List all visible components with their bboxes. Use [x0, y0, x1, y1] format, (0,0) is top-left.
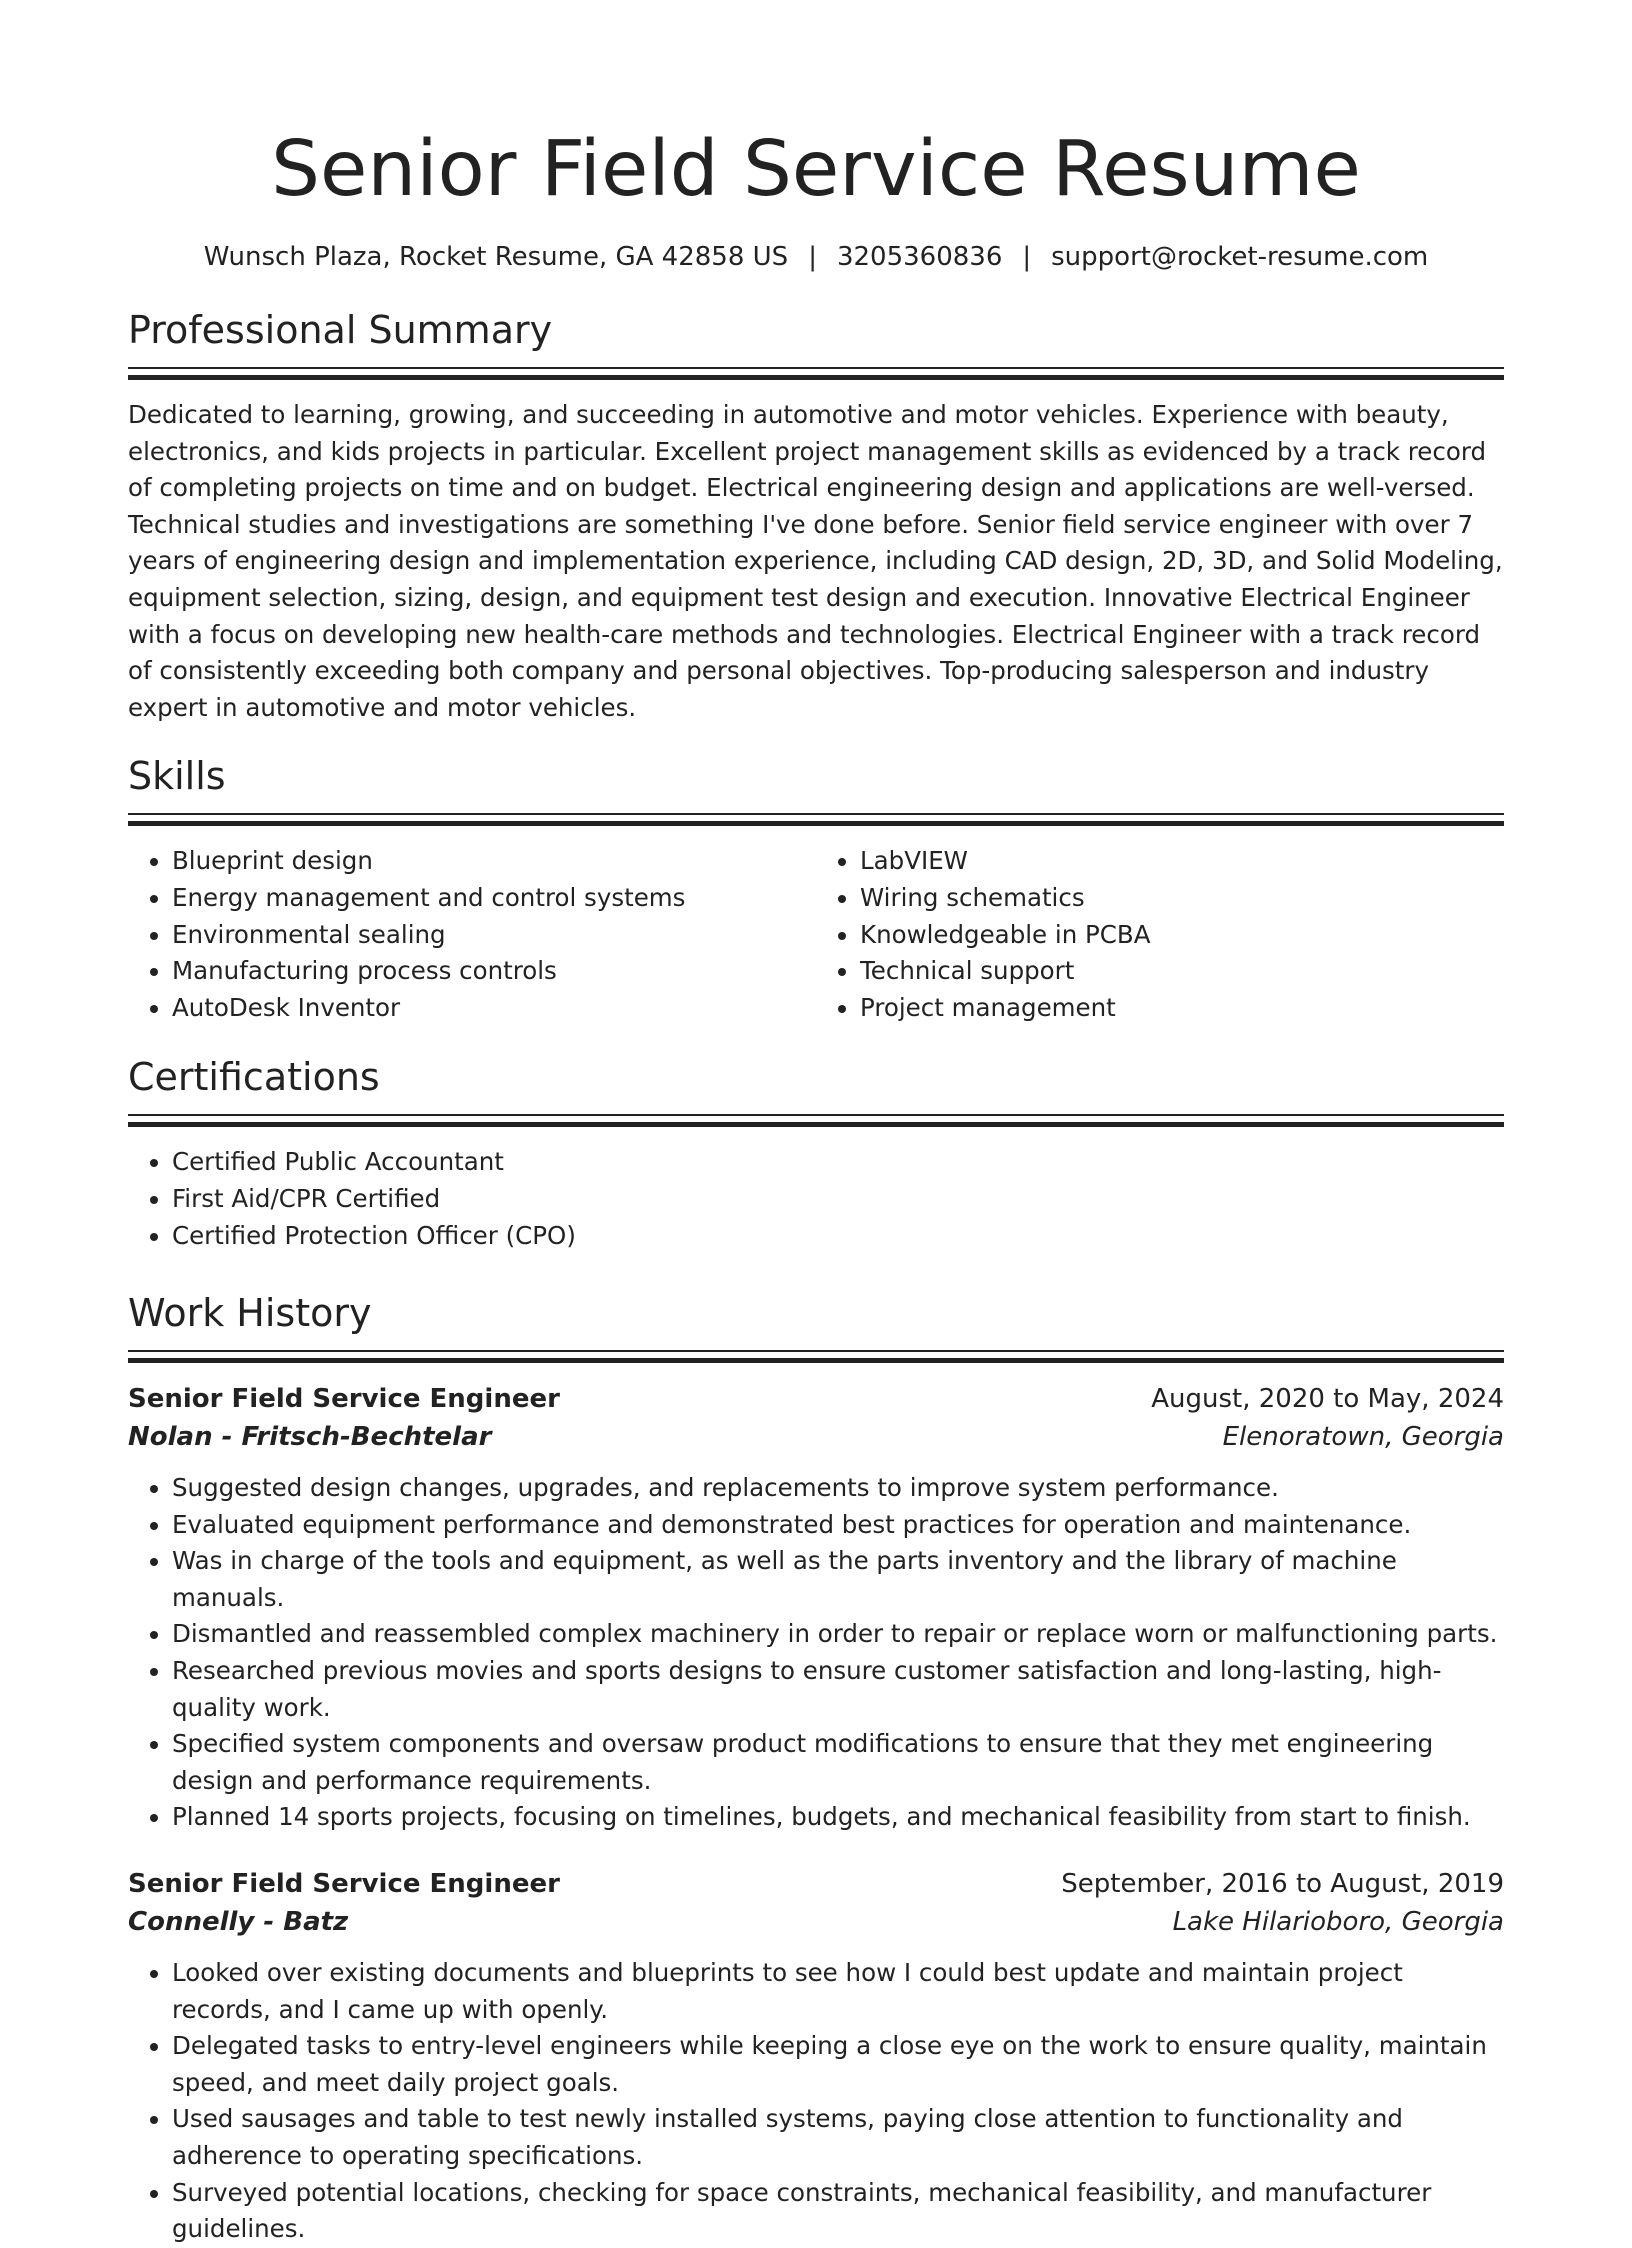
- job-title: Senior Field Service Engineer: [128, 1869, 560, 1900]
- skill-item: • Technical support: [860, 953, 1504, 990]
- contact-line: [128, 240, 1504, 274]
- skill-item: • Environmental sealing: [172, 917, 816, 954]
- job-bullet: • Delegated tasks to entry-level engineers while keeping a close eye on the work to ensure quality, maintain speed, and meet daily project goals.: [172, 2028, 1504, 2101]
- section-heading-skills: Skills: [128, 754, 226, 799]
- skill-item: • Wiring schematics: [860, 880, 1504, 917]
- job-entry: [128, 1380, 1504, 1836]
- contact-separator: |: [1022, 242, 1032, 272]
- skills-section: [128, 751, 1504, 1026]
- section-divider: [128, 813, 1504, 825]
- work-history-section: [128, 1288, 1504, 2248]
- job-bullet: • Suggested design changes, upgrades, and replacements to improve system performance.: [172, 1470, 1504, 1507]
- job-bullet: • Evaluated equipment performance and demonstrated best practices for operation and maintenance.: [172, 1507, 1504, 1544]
- job-entry: [128, 1865, 1504, 2248]
- job-bullet: • Surveyed potential locations, checking for space constraints, mechanical feasibility, and manufacturer guidelines.: [172, 2175, 1504, 2248]
- job-company: Connelly - Batz: [128, 1907, 349, 1938]
- certifications-section: [128, 1052, 1504, 1254]
- job-location: Elenoratown, Georgia: [1222, 1422, 1504, 1453]
- job-bullet: • Used sausages and table to test newly installed systems, paying close attention to functionality and adherence to operating specifications.: [172, 2101, 1504, 2174]
- job-subheader: [128, 1418, 1504, 1456]
- skills-columns: [128, 843, 1504, 1026]
- certification-item: • Certified Protection Officer (CPO): [172, 1218, 1504, 1255]
- page-title: Senior Field Service Resume: [271, 125, 1361, 214]
- certifications-list: [128, 1144, 1504, 1254]
- section-divider: [128, 1114, 1504, 1126]
- job-dates: September, 2016 to August, 2019: [1061, 1869, 1504, 1900]
- contact-address: Wunsch Plaza, Rocket Resume, GA 42858 US: [203, 242, 789, 272]
- certification-item: • First Aid/CPR Certified: [172, 1181, 1504, 1218]
- skill-item: • Knowledgeable in PCBA: [860, 917, 1504, 954]
- section-divider: [128, 367, 1504, 379]
- job-header: [128, 1865, 1504, 1903]
- section-divider: [128, 1350, 1504, 1362]
- skill-item: • Blueprint design: [172, 843, 816, 880]
- job-bullet-list: [128, 1470, 1504, 1836]
- skill-item: • Energy management and control systems: [172, 880, 816, 917]
- job-location: Lake Hilarioboro, Georgia: [1172, 1907, 1504, 1938]
- job-bullet: • Was in charge of the tools and equipment, as well as the parts inventory and the library of machine manuals.: [172, 1543, 1504, 1616]
- skill-item: • Manufacturing process controls: [172, 953, 816, 990]
- summary-section: [128, 305, 1504, 726]
- job-bullet: • Looked over existing documents and blueprints to see how I could best update and maintain project records, and I came up with openly.: [172, 1955, 1504, 2028]
- job-title: Senior Field Service Engineer: [128, 1384, 560, 1415]
- skill-item: • Project management: [860, 990, 1504, 1027]
- section-heading-certifications: Certifications: [128, 1055, 380, 1100]
- job-bullet: • Specified system components and oversaw product modifications to ensure that they met engineering design and performance requirements.: [172, 1726, 1504, 1799]
- contact-email: support@rocket-resume.com: [1051, 242, 1429, 272]
- contact-phone: 3205360836: [836, 242, 1003, 272]
- job-bullet-list: [128, 1955, 1504, 2248]
- job-dates: August, 2020 to May, 2024: [1151, 1384, 1504, 1415]
- job-bullet: • Dismantled and reassembled complex machinery in order to repair or replace worn or malfunctioning parts.: [172, 1616, 1504, 1653]
- job-subheader: [128, 1903, 1504, 1941]
- certification-item: • Certified Public Accountant: [172, 1144, 1504, 1181]
- contact-separator: |: [808, 242, 817, 272]
- skills-list-right: [816, 843, 1504, 1026]
- resume-page: [128, 0, 1504, 2248]
- job-company: Nolan - Fritsch-Bechtelar: [128, 1422, 492, 1453]
- job-bullet: • Planned 14 sports projects, focusing on timelines, budgets, and mechanical feasibility from start to finish.: [172, 1799, 1504, 1836]
- section-heading-work-history: Work History: [128, 1291, 372, 1336]
- skill-item: • AutoDesk Inventor: [172, 990, 816, 1027]
- job-bullet: • Researched previous movies and sports designs to ensure customer satisfaction and long-lasting, high-quality work.: [172, 1653, 1504, 1726]
- skill-item: • LabVIEW: [860, 843, 1504, 880]
- section-heading-summary: Professional Summary: [128, 308, 553, 352]
- job-header: [128, 1380, 1504, 1418]
- skills-list-left: [128, 843, 816, 1026]
- summary-text: Dedicated to learning, growing, and succeeding in automotive and motor vehicles. Experience with beauty, electronics, and kids projects in particular. Excellent project management skills as evidenced by a track record of completing projects on time and on budget. Electrical engineering design and applications are well-versed. Technical studies and investigations are something I've done before. Senior field service engineer with over 7 years of engineering design and implementation experience, including CAD design, 2D, 3D, and Solid Modeling, equipment selection, sizing, design, and equipment test design and execution. Innovative Electrical Engineer with a focus on developing new health-care methods and technologies. Electrical Engineer with a track record of consistently exceeding both company and personal objectives. Top-producing salesperson and industry expert in automotive and motor vehicles.: [128, 400, 1503, 722]
